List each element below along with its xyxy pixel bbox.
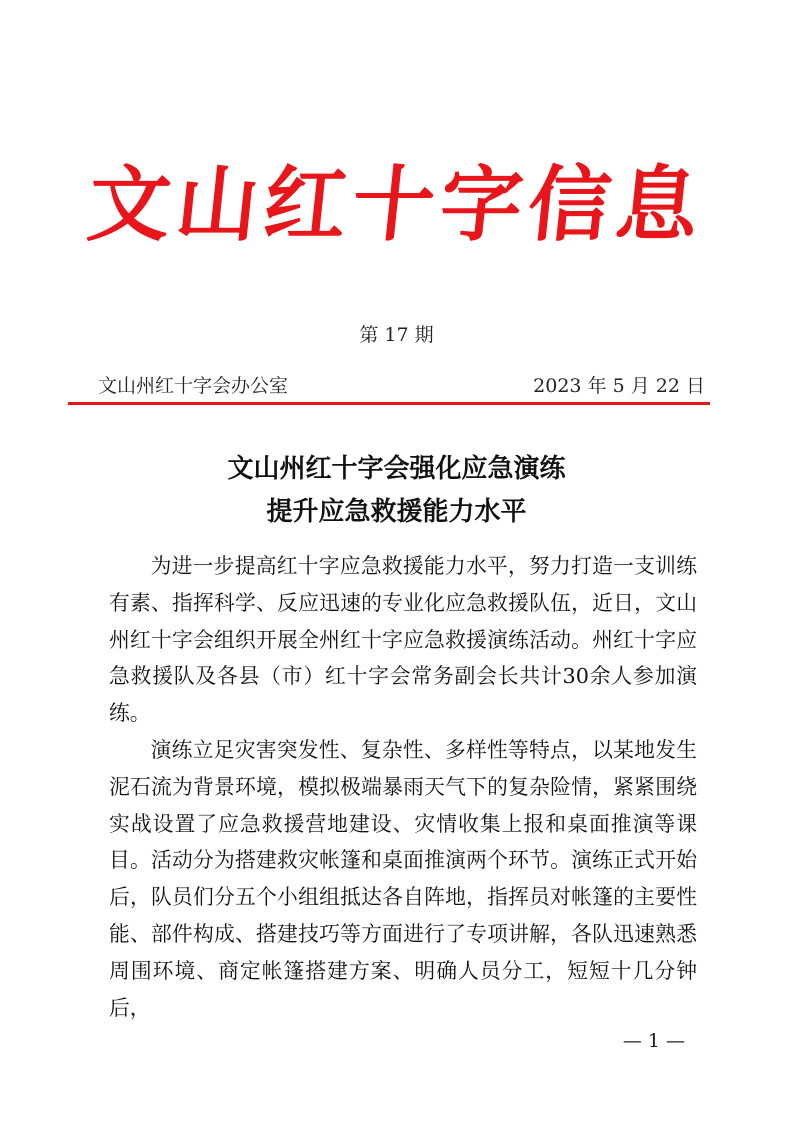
article-title-line-2: 提升应急救援能力水平 [266, 497, 527, 527]
page-number: — 1 — [622, 1030, 685, 1052]
issuer-name: 文山州红十字会办公室 [98, 375, 289, 397]
issue-number: 第 17 期 [359, 324, 434, 346]
masthead-title: 文山红十字信息 [83, 157, 710, 253]
article-body [109, 548, 697, 1026]
article-paragraph-1: 为进一步提高红十字应急救援能力水平，努力打造一支训练有素、指挥科学、反应迅速的专业化应急救援队伍，近日，文山州红十字会组织开展全州红十字应急救援演练活动。州红十字应急救援队及各县（市）红十字会常务副会长共计30余人参加演练。 [109, 554, 697, 726]
article-paragraph-2: 演练立足灾害突发性、复杂性、多样性等特点，以某地发生泥石流为背景环境，模拟极端暴雨天气下的复杂险情，紧紧围绕实战设置了应急救援营地建设、灾情收集上报和桌面推演等课目。活动分为搭建救灾帐篷和桌面推演两个环节。演练正式开始后，队员们分五个小组组抵达各自阵地，指挥员对帐篷的主要性能、部件构成、搭建技巧等方面进行了专项讲解，各队迅速熟悉周围环境、商定帐篷搭建方案、明确人员分工，短短十几分钟后， [109, 737, 697, 1020]
issue-date: 2023 年 5 月 22 日 [533, 375, 705, 397]
article-title-line-1: 文山州红十字会强化应急演练 [227, 454, 566, 484]
red-divider-rule [68, 402, 710, 405]
article-title [0, 448, 793, 534]
